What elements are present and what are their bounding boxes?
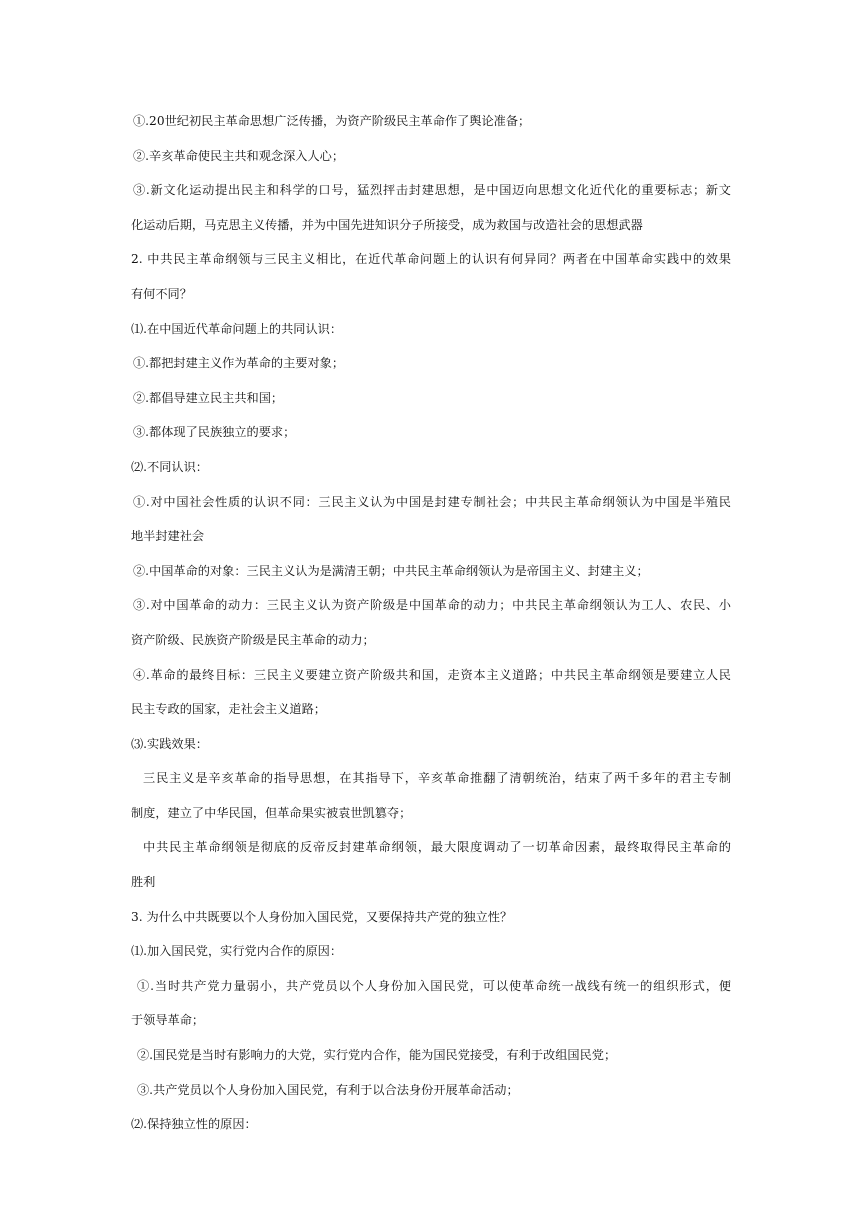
document-body — [131, 104, 731, 1142]
text-line: ⑴.在中国近代革命问题上的共同认识： — [131, 321, 343, 336]
text-line: ②.中国革命的对象：三民主义认为是满清王朝；中共民主革命纲领认为是帝国主义、封建主义； — [133, 563, 649, 578]
text-line: ⑵.不同认识： — [131, 459, 208, 474]
text-line: 胜利 — [131, 875, 156, 890]
text-line: ⑴.加入国民党，实行党内合作的原因： — [131, 944, 343, 959]
text-line: ①.20世纪初民主革命思想广泛传播，为资产阶级民主革命作了舆论准备； — [133, 114, 531, 128]
text-line: ⑶.实践效果： — [131, 736, 208, 751]
text-line: ①.对中国社会性质的认识不同：三民主义认为中国是封建专制社会；中共民主革命纲领认为中国是半殖民 — [133, 494, 731, 509]
text-line: ①.当时共产党力量弱小，共产党员以个人身份加入国民党，可以使革命统一战线有统一的组织形式，便 — [137, 978, 731, 993]
text-line: 地半封建社会 — [131, 529, 205, 544]
text-line: ②.国民党是当时有影响力的大党，实行党内合作，能为国民党接受，有利于改组国民党； — [137, 1048, 617, 1063]
text-line: ⑵.保持独立性的原因： — [131, 1117, 257, 1132]
text-line: 资产阶级、民族资产阶级是民主革命的动力； — [131, 632, 375, 647]
text-line: 三民主义是辛亥革命的指导思想，在其指导下，辛亥革命推翻了清朝统治，结束了两千多年的君主专制 — [143, 771, 731, 786]
text-line: 中共民主革命纲领是彻底的反帝反封建革命纲领，最大限度调动了一切革命因素，最终取得民主革命的 — [143, 840, 731, 855]
text-line: 2. 中共民主革命纲领与三民主义相比，在近代革命问题上的认识有何异同？两者在中国革命实践中的效果 — [131, 252, 731, 267]
text-line: 有何不同？ — [131, 286, 192, 301]
text-line: ③.共产党员以个人身份加入国民党，有利于以合法身份开展革命活动； — [137, 1082, 519, 1097]
text-line: 于领导革命； — [131, 1013, 205, 1028]
text-line: 3. 为什么中共既要以个人身份加入国民党，又要保持共产党的独立性？ — [131, 909, 513, 924]
text-line: ②.辛亥革命使民主共和观念深入人心； — [133, 148, 345, 163]
text-line: 化运动后期，马克思主义传播，并为中国先进知识分子所接受，成为救国与改造社会的思想武器 — [131, 217, 643, 232]
text-line: 民主专政的国家，走社会主义道路； — [131, 702, 326, 717]
text-line: ①.都把封建主义作为革命的主要对象； — [133, 356, 345, 371]
text-line: ④.革命的最终目标：三民主义要建立资产阶级共和国，走资本主义道路；中共民主革命纲领是要建立人民 — [133, 667, 731, 682]
text-line: ②.都倡导建立民主共和国； — [133, 390, 284, 405]
text-line: 制度，建立了中华民国，但革命果实被袁世凯篡夺； — [131, 805, 412, 820]
text-line: ③.新文化运动提出民主和科学的口号，猛烈抨击封建思想，是中国迈向思想文化近代化的重要标志；新文 — [133, 183, 731, 198]
text-line: ③.对中国革命的动力：三民主义认为资产阶级是中国革命的动力；中共民主革命纲领认为工人、农民、小 — [133, 598, 731, 613]
text-line: ③.都体现了民族独立的要求； — [133, 425, 296, 440]
